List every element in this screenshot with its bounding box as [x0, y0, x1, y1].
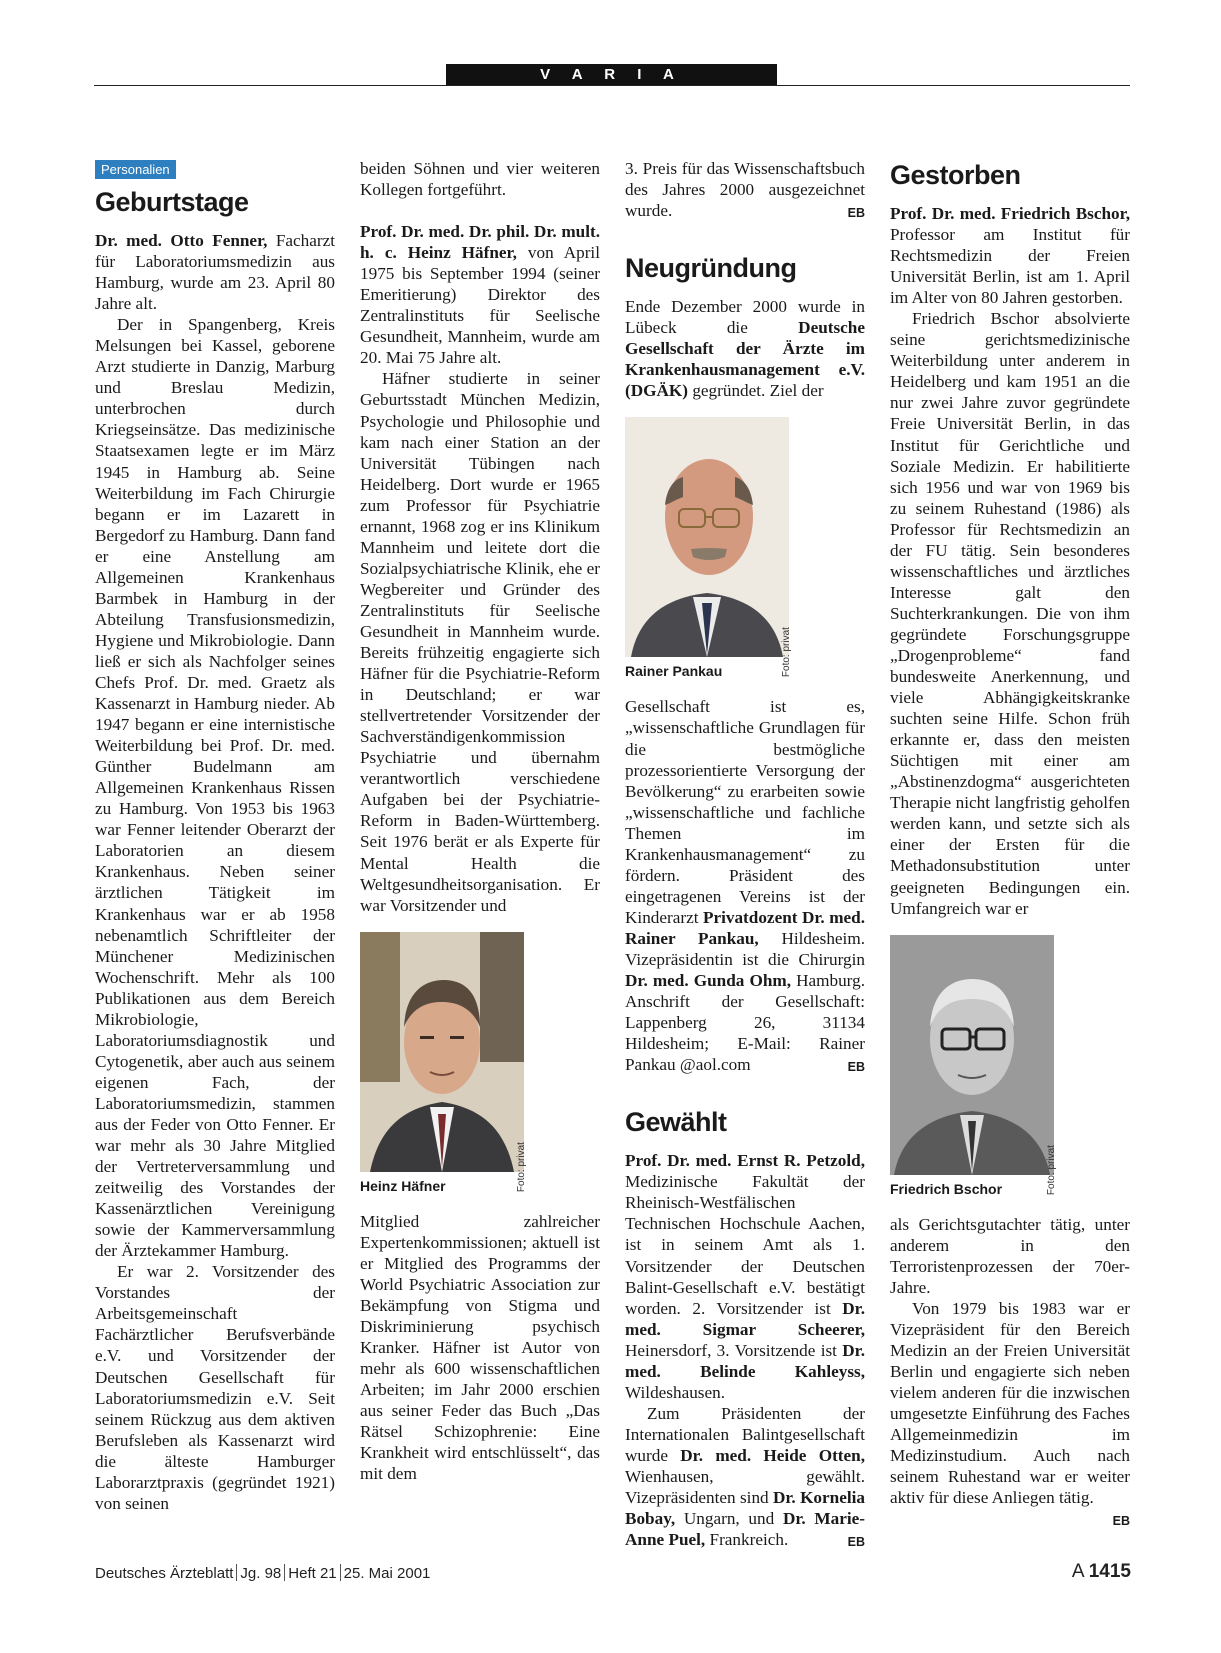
paragraph: Der in Spangenberg, Kreis Melsungen bei Kassel, geborene Arzt studierte in Danzig, Marburg und Breslau Medizin, unterbrochen durch Kriegseinsätze. Das medizinische Staatsexamen legte er im März 1945 in Hamburg ab. Seine Weiterbildung im Fach Chirurgie begann er im Lazarett in Bergedorf zu Hamburg. Dann fand er eine Anstellung am Allgemeinen Krankenhaus Barmbek in Hamburg in der Abteilung Transfusionsmedizin, Hygiene und Mikrobiologie. Dann ließ er sich als Nachfolger seines Chefs Prof. Dr. med. Graetz als Kassenarzt in Hamburg nieder. Ab 1947 begann er eine internistische Weiterbildung bei Prof. Dr. med. Günther Budelmann am Allgemeinen Krankenhaus Rissen zu Hamburg. Von 1953 bis 1963 war Fenner leitender Oberarzt der Laboratorien an diesem Krankenhaus. Neben seiner ärztlichen Tätigkeit im Krankenhaus war er ab 1958 nebenamtlich Schriftleiter der Münchener Medizinischen Wochenschrift. Mehr als 100 Publikationen aus dem Bereich Mikrobiologie, Laboratoriumsdiagnostik und Cytogenetik, aber auch aus seinem eigenen Fach, der Laboratoriumsmedizin, stammen aus der Feder von Otto Fenner. Er war mehr als 30 Jahre Mitglied der Vertreterversammlung und zeitweilig des Vorstandes der Kassenärztlichen Vereinigung sowie der Kammerversammlung der Ärztekammer Hamburg. — [95, 315, 335, 1261]
author-signature: EB — [847, 1060, 865, 1075]
portrait-image — [890, 935, 1054, 1175]
paragraph: beiden Söhnen und vier weiteren Kollegen fortgeführt. — [360, 159, 600, 200]
journal-name: Deutsches Ärzteblatt — [95, 1565, 234, 1582]
paragraph: Ende Dezember 2000 wurde in Lübeck die Deutsche Gesellschaft der Ärzte im Krankenhausmanagement e.V. (DGÄK) gegründet. Ziel der — [625, 297, 865, 401]
portrait-image — [625, 417, 789, 657]
column-4 — [890, 158, 1130, 1532]
photo-credit: Foto: privat — [515, 1141, 527, 1192]
paragraph: Er war 2. Vorsitzender des Vorstandes der Arbeitsgemeinschaft Fachärztlicher Berufsverbände e.V. und Vorsitzender der Deutschen Gesellschaft für Laboratoriumsmedizin e.V. Seit seinem Rückzug aus dem aktiven Berufsleben als Kassenarzt wird die älteste Hamburger Laborarztpraxis (gegründet 1921) von seinen — [95, 1262, 335, 1513]
organization-name: Deutsche Gesellschaft der Ärzte im Krankenhausmanagement e.V. (DGÄK) — [625, 318, 865, 401]
paragraph: 3. Preis für das Wissenschaftsbuch des Jahres 2000 ausgezeichnet wurde. EB — [625, 158, 865, 221]
column-3 — [625, 158, 865, 1553]
paragraph: als Gerichtsgutachter tätig, unter anderem in den Terroristenprozessen der 70er-Jahre. — [890, 1214, 1130, 1297]
paragraph: Zum Präsidenten der Internationalen Balintgesellschaft wurde Dr. med. Heide Otten, Wienhausen, gewählt. Vizepräsidenten sind Dr. Kornelia Bobay, Ungarn, und Dr. Marie-Anne Puel, Frankreich. EB — [625, 1403, 865, 1550]
heading-geburtstage: Geburtstage — [95, 187, 249, 217]
footer-divider — [284, 1564, 285, 1581]
person-name: Dr. med. Belinde Kahleyss, — [625, 1340, 865, 1381]
heading-gestorben: Gestorben — [890, 160, 1021, 190]
paragraph: Friedrich Bschor absolvierte seine gerichtsmedizinische Weiterbildung unter anderem in Heidelberg und kam 1951 an die nur zwei Jahre zuvor gegründete Freie Universität Berlin, in das Institut für Gerichtliche und Soziale Medizin. Er habilitierte sich 1956 und war von 1969 bis zu seinem Ruhestand (1986) als Professor für Rechtsmedizin an der FU tätig. Sein besonderes wissenschaftliches und ärztliches Interesse galt den Suchterkrankungen. Die von ihm gegründete Forschungsgruppe „Drogenprobleme“ fand bundesweite Anerkennung, und viele Abhängigkeitskranke suchten seine Hilfe. Schon früh erkannte er, dass den meisten Süchtigen mit einer am „Abstinenzdogma“ ausgerichteten Therapie nicht langfristig geholfen werden kann, und setzte sich als einer der Ersten für die Methadonsubstitution unter geeigneten Bedingungen ein. Umfangreich war er — [890, 309, 1130, 918]
paragraph: Gesellschaft ist es, „wissenschaftliche Grundlagen für die bestmögliche prozessorientierte Versorgung der Bevölkerung“ zu erarbeiten sowie „wissenschaftliche und fachliche Themen im Krankenhausmanagement“ zu fördern. Präsident des eingetragenen Vereins ist der Kinderarzt Privatdozent Dr. med. Rainer Pankau, Hildesheim. Vizepräsidentin ist die Chirurgin Dr. med. Gunda Ohm, Hamburg. Anschrift der Gesellschaft: Lappenberg 26, 31134 Hildesheim; E-Mail: Rainer Pankau @aol.com EB — [625, 696, 865, 1075]
portrait-image — [360, 932, 524, 1172]
paragraph: Prof. Dr. med. Dr. phil. Dr. mult. h. c. Heinz Häfner, von April 1975 bis September 1994 (seiner Emeritierung) Direktor des Zentralinstituts für Seelische Gesundheit, Mannheim, wurde am 20. Mai 75 Jahre alt. — [360, 222, 600, 368]
issue-date: 25. Mai 2001 — [343, 1565, 431, 1582]
paragraph: Prof. Dr. med. Ernst R. Petzold, Medizinische Fakultät der Rheinisch-Westfälischen Technischen Hochschule Aachen, ist in seinem Amt als 1. Vorsitzender der Deutschen Balint-Gesellschaft e.V. bestätigt worden. 2. Vorsitzender ist Dr. med. Sigmar Scheerer, Heinersdorf, 3. Vorsitzende ist Dr. med. Belinde Kahleyss, Wildeshausen. — [625, 1151, 865, 1402]
column-1 — [95, 158, 335, 1514]
paragraph: Häfner studierte in seiner Geburtsstadt München Medizin, Psychologie und Philosophie und kam nach einer Station an der Universität Tübingen nach Heidelberg. Dort wurde er 1965 zum Professor für Psychiatrie ernannt, 1968 zog er ins Klinikum Mannheim und leitete dort die Sozialpsychiatrische Klinik, ehe er Wegbereiter und Gründer des Zentralinstituts für Seelische Gesundheit in Mannheim wurde. Bereits frühzeitig engagierte sich Häfner für die Psychiatrie-Reform in Deutschland; er war stellvertretender Vorsitzender der Sachverständigenkommission Psychiatrie und übernahm verantwortlich verschiedene Aufgaben bei der Psychiatrie-Reform in Baden-Württemberg. Seit 1976 berät er als Experte für Mental Health die Weltgesundheitsorganisation. Er war Vorsitzender und — [360, 369, 600, 915]
person-name: Privatdozent Dr. med. Rainer Pankau, — [625, 907, 865, 948]
person-name: Dr. med. Otto Fenner, — [95, 231, 268, 250]
person-name: Dr. Marie-Anne Puel, — [625, 1509, 865, 1550]
photo-credit: Foto: privat — [1045, 1144, 1057, 1195]
paragraph: Mitglied zahlreicher Expertenkommissionen; aktuell ist er Mitglied des Programms der World Psychiatric Association zur Bekämpfung von Stigma und Diskriminierung psychisch Kranker. Häfner ist Autor von mehr als 600 wissenschaftlichen Arbeiten; im Jahr 2000 erschien aus seiner Feder das Buch „Das Rätsel Schizophrenie: Eine Krankheit wird entschlüsselt“, das mit dem — [360, 1211, 600, 1484]
photo-figure — [890, 935, 1130, 1200]
footer-divider — [340, 1564, 341, 1581]
person-name: Prof. Dr. med. Ernst R. Petzold, — [625, 1151, 865, 1171]
journal-issue: Heft 21 — [288, 1565, 337, 1582]
page-number: A 1415 — [1071, 1561, 1131, 1582]
paragraph: Dr. med. Otto Fenner, Facharzt für Laboratoriumsmedizin aus Hamburg, wurde am 23. April 80 Jahre alt. — [95, 231, 335, 314]
photo-figure — [360, 932, 600, 1197]
column-2 — [360, 158, 600, 1484]
person-name: Prof. Dr. med. Friedrich Bschor, — [890, 204, 1130, 223]
photo-figure — [625, 417, 865, 682]
footer-divider — [236, 1564, 237, 1581]
header-rule — [94, 85, 1130, 86]
photo-caption: Friedrich Bschor — [890, 1180, 1003, 1197]
heading-neugruendung: Neugründung — [625, 253, 797, 284]
journal-volume: Jg. 98 — [240, 1565, 282, 1582]
photo-caption: Heinz Häfner — [360, 1177, 446, 1194]
photo-credit: Foto: privat — [780, 627, 792, 678]
author-signature: EB — [847, 206, 865, 221]
person-name: Dr. Kornelia Bobay, — [625, 1488, 865, 1529]
person-name: Dr. med. Heide Otten, — [680, 1445, 866, 1465]
heading-gewaehlt: Gewählt — [625, 1107, 727, 1138]
author-signature: EB — [1112, 1514, 1130, 1529]
author-signature: EB — [847, 1535, 865, 1550]
paragraph: Von 1979 bis 1983 war er Vizepräsident für den Bereich Medizin an der Freien Universität Berlin und engagierte sich neben vielem anderen für die inzwischen umgesetzte Einführung des Faches Allgemeinmedizin im Medizinstudium. Auch nach seinem Ruhestand war er weiter aktiv für diese Anliegen tätig. EB — [890, 1298, 1130, 1508]
page-footer — [95, 1561, 1131, 1582]
section-header: V A R I A — [446, 64, 777, 85]
person-name: Prof. Dr. med. Dr. phil. Dr. mult. h. c. Heinz Häfner, — [360, 222, 600, 263]
person-name: Dr. med. Sigmar Scheerer, — [625, 1298, 865, 1339]
paragraph: Prof. Dr. med. Friedrich Bschor, Professor am Institut für Rechtsmedizin der Freien Universität Berlin, ist am 1. April im Alter von 80 Jahren gestorben. — [890, 204, 1130, 308]
person-name: Dr. med. Gunda Ohm, — [625, 971, 791, 991]
section-badge: Personalien — [95, 160, 176, 179]
photo-caption: Rainer Pankau — [625, 663, 723, 680]
